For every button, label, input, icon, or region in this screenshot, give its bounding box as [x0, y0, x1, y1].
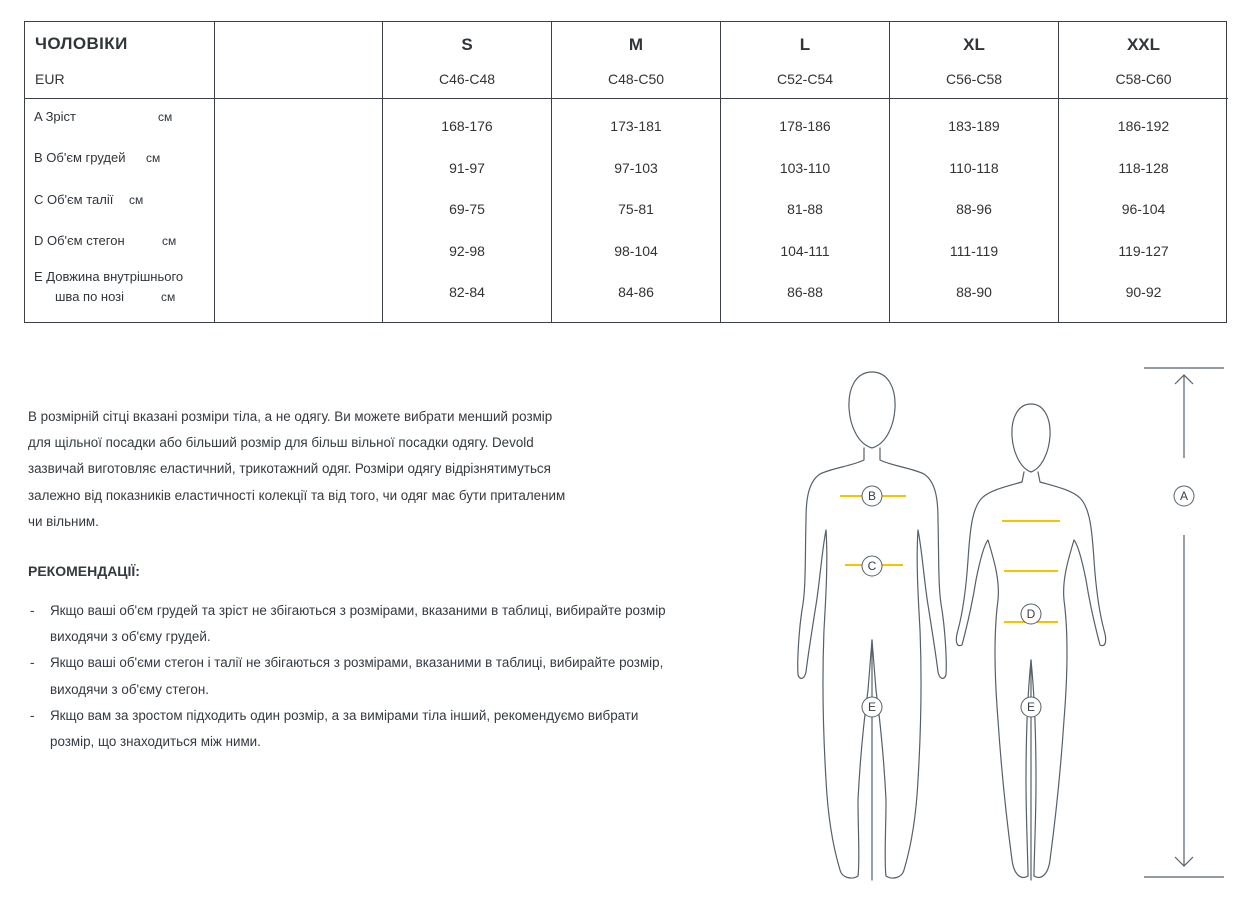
- recommendation-text: - Якщо вам за зростом підходить один розмір, а за вимірами тіла інший, рекомендуємо вибрати: [50, 707, 639, 723]
- male-body-right: [872, 448, 946, 878]
- eu-size-label: C46-C48: [438, 71, 496, 87]
- value-cell: 98-104: [614, 243, 658, 259]
- eu-size-label: C58-C60: [1115, 71, 1172, 87]
- value-cell: 183-189: [948, 118, 1000, 134]
- value-cell: 119-127: [1118, 243, 1169, 259]
- value-cell: 84-86: [618, 284, 654, 300]
- measurement-name: E Довжина внутрішнього: [34, 269, 184, 284]
- value-cell: 92-98: [449, 243, 485, 259]
- male-body-left: [798, 448, 872, 878]
- marker-c-label: C: [867, 559, 877, 573]
- value-cell: 111-119: [949, 243, 999, 259]
- value-cell: 103-110: [779, 160, 831, 176]
- measurement-name: B Об'єм грудей: [34, 150, 126, 165]
- marker-e-female-label: E: [1026, 700, 1036, 714]
- value-cell: 96-104: [1121, 201, 1166, 217]
- marker-e-male-label: E: [867, 700, 877, 714]
- value-cell: 178-186: [779, 118, 831, 134]
- measurement-unit: см: [129, 193, 144, 207]
- measurement-unit: см: [146, 151, 161, 165]
- value-cell: 91-97: [449, 160, 485, 176]
- size-label: L: [799, 35, 811, 54]
- marker-b-label: B: [867, 489, 877, 503]
- eu-size-label: C56-C58: [945, 71, 1003, 87]
- intro-line: В розмірній сітці вказані розміри тіла, а не одягу. Ви можете вибрати менший розмір: [28, 409, 553, 424]
- marker-d-label: D: [1026, 607, 1036, 621]
- value-cell: 168-176: [441, 118, 493, 134]
- measurement-unit: см: [162, 234, 177, 248]
- intro-line: чи вільним.: [28, 513, 99, 529]
- size-label: S: [461, 35, 473, 54]
- size-label: XL: [963, 35, 985, 54]
- recommendation-text: - Якщо ваші об'єми стегон і талії не збігаються з розмірами, вказаними в таблиці, вибирайте розмір,: [50, 655, 664, 671]
- value-cell: 69-75: [449, 201, 485, 217]
- male-head: [849, 372, 895, 448]
- value-cell: 97-103: [614, 160, 658, 176]
- value-cell: 88-96: [956, 201, 992, 217]
- female-head: [1012, 404, 1050, 472]
- value-cell: 88-90: [956, 284, 992, 300]
- region-label: EUR: [35, 71, 65, 87]
- eu-size-label: C52-C54: [776, 71, 834, 87]
- male-figure: [798, 372, 947, 880]
- recommendation-text: - Якщо ваші об'єм грудей та зріст не збігаються з розмірами, вказаними в таблиці, вибирайте розмір: [50, 603, 666, 618]
- size-label: XXL: [1126, 35, 1161, 54]
- marker-a-label: A: [1179, 489, 1189, 503]
- intro-line: залежно від показників еластичності колекції та від того, чи одяг має бути приталеним: [28, 487, 566, 503]
- value-cell: 104-111: [780, 243, 830, 259]
- size-label: M: [628, 35, 644, 54]
- value-cell: 173-181: [610, 118, 662, 134]
- value-cell: 86-88: [787, 284, 823, 300]
- value-cell: 82-84: [449, 284, 485, 300]
- female-figure: [956, 404, 1105, 880]
- measurement-unit: см: [161, 290, 176, 304]
- value-cell: 110-118: [949, 160, 999, 176]
- female-body-left: [956, 472, 1031, 877]
- recommendation-text-continued: виходячи з об'єму грудей.: [50, 629, 211, 645]
- measurement-name: C Об'єм талії: [34, 192, 114, 207]
- recommendation-text-continued: виходячи з об'єму стегон.: [50, 681, 209, 697]
- value-cell: 90-92: [1125, 284, 1162, 300]
- recommendation-text-continued: розмір, що знаходиться між ними.: [50, 734, 261, 750]
- value-cell: 75-81: [618, 201, 654, 217]
- female-body-right: [1031, 472, 1106, 877]
- measurement-name-continued: шва по нозі: [55, 289, 125, 304]
- value-cell: 186-192: [1117, 118, 1170, 134]
- height-arrow: [1144, 368, 1224, 877]
- measurement-name: D Об'єм стегон: [34, 233, 125, 248]
- eu-size-label: C48-C50: [607, 71, 665, 87]
- measurement-name: A Зріст: [34, 109, 76, 124]
- gender-title: ЧОЛОВІКИ: [35, 34, 128, 53]
- value-cell: 118-128: [1118, 160, 1169, 176]
- recommendations-title: РЕКОМЕНДАЦІЇ:: [28, 563, 140, 579]
- intro-line: для щільної посадки або більший розмір для більш вільної посадки одягу. Devold: [28, 435, 534, 451]
- measurement-unit: см: [158, 110, 173, 124]
- intro-line: зазвичай виготовляє еластичний, трикотажний одяг. Розміри одягу відрізнятимуться: [28, 461, 551, 477]
- value-cell: 81-88: [787, 201, 823, 217]
